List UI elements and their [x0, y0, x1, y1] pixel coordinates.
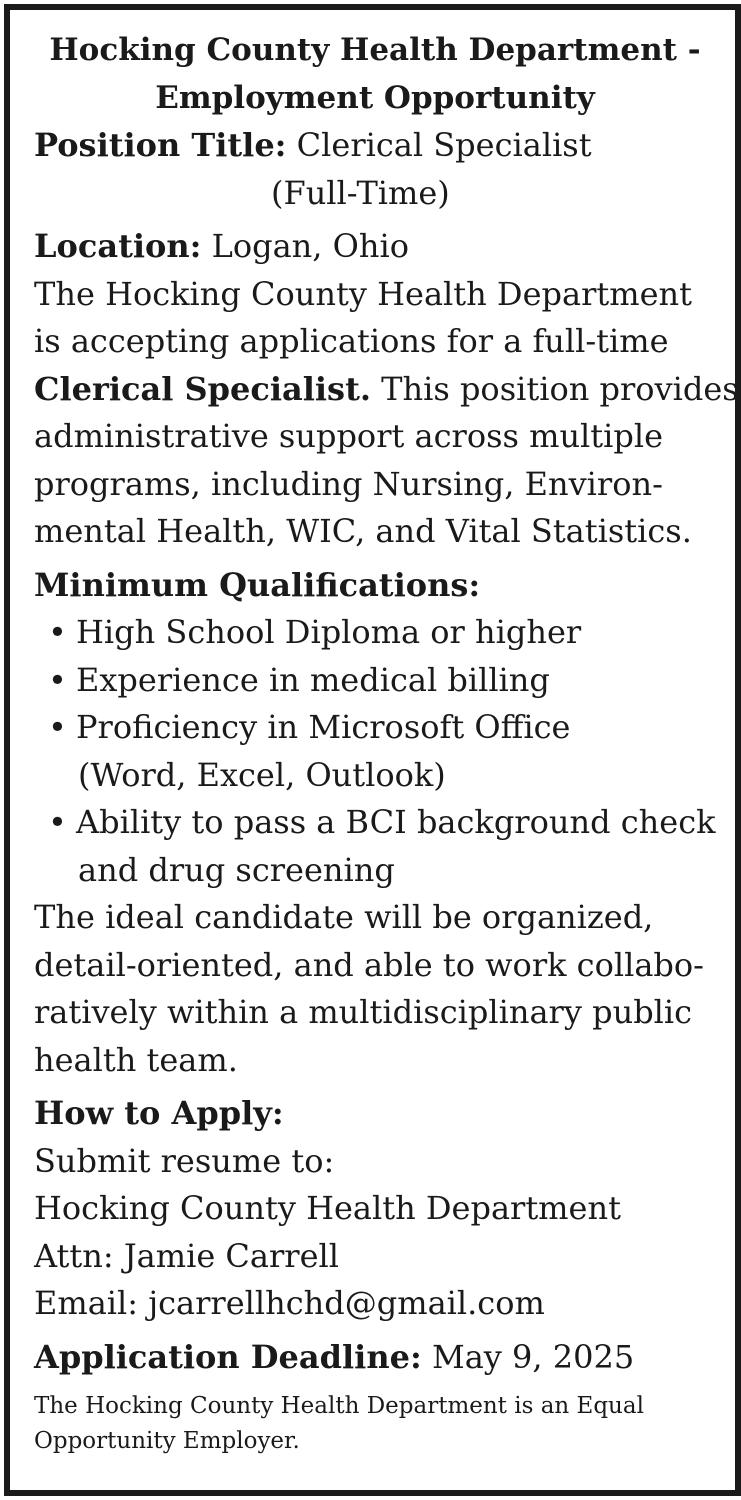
- qualification-item: [34, 799, 716, 847]
- description-line: [34, 366, 739, 414]
- bullet-icon: •: [48, 613, 67, 651]
- eoe-statement-line2: Opportunity Employer.: [34, 1428, 300, 1454]
- ideal-candidate-line: ratively within a multidisciplinary public: [34, 993, 693, 1031]
- qualification-item: [34, 609, 716, 657]
- ad-frame: [4, 4, 741, 1496]
- deadline-value: May 9, 2025: [431, 1337, 635, 1376]
- apply-email: Email: jcarrellhchd@gmail.com: [34, 1284, 545, 1322]
- apply-line: Hocking County Health Department: [34, 1189, 621, 1227]
- location: [34, 223, 716, 271]
- application-deadline: [34, 1334, 716, 1382]
- ideal-candidate-line: detail-oriented, and able to work collabo-: [34, 945, 704, 984]
- ideal-candidate-line: health team.: [34, 1040, 238, 1079]
- apply-heading: How to Apply:: [34, 1094, 284, 1132]
- apply-line: Submit resume to:: [34, 1141, 335, 1180]
- description-emphasis: Clerical Specialist.: [34, 369, 371, 408]
- description-line: The Hocking County Health Department: [34, 274, 692, 313]
- bullet-icon: •: [48, 660, 67, 699]
- qualification-item-continued: (Word, Excel, Outlook): [78, 755, 446, 794]
- location-label: Location:: [34, 227, 202, 265]
- qualification-item: [34, 657, 716, 705]
- description-line: administrative support across multiple: [34, 417, 664, 455]
- ad-title-line2: Employment Opportunity: [155, 80, 595, 116]
- bullet-icon: •: [48, 708, 67, 746]
- ad-content: [34, 26, 739, 1459]
- description-line: mental Health, WIC, and Vital Statistics.: [34, 512, 692, 550]
- description-text: This position provides: [370, 369, 739, 408]
- qualification-text: Ability to pass a BCI background check: [76, 803, 716, 841]
- qualification-item-continued: and drug screening: [78, 850, 395, 889]
- apply-attn: Attn: Jamie Carrell: [34, 1236, 339, 1275]
- position-title-continued: (Full-Time): [271, 173, 450, 212]
- position-title: [34, 122, 716, 170]
- qualification-item: [34, 704, 716, 752]
- ideal-candidate-line: The ideal candidate will be organized,: [34, 898, 654, 936]
- bullet-icon: •: [48, 803, 67, 841]
- position-title-label: Position Title:: [34, 126, 287, 164]
- qualifications-heading: Minimum Qualifications:: [34, 565, 481, 604]
- qualification-text: Proficiency in Microsoft Office: [76, 708, 571, 746]
- location-value: Logan, Ohio: [211, 227, 409, 265]
- qualification-text: Experience in medical billing: [76, 660, 550, 699]
- ad-title-line1: Hocking County Health Department -: [49, 32, 701, 68]
- qualification-text: High School Diploma or higher: [76, 613, 582, 651]
- eoe-statement-line1: The Hocking County Health Department is an Equal: [34, 1393, 644, 1419]
- position-title-value: Clerical Specialist: [296, 126, 592, 164]
- deadline-label: Application Deadline:: [34, 1337, 422, 1376]
- description-line: is accepting applications for a full-time: [34, 322, 669, 360]
- description-line: programs, including Nursing, Environ-: [34, 464, 663, 503]
